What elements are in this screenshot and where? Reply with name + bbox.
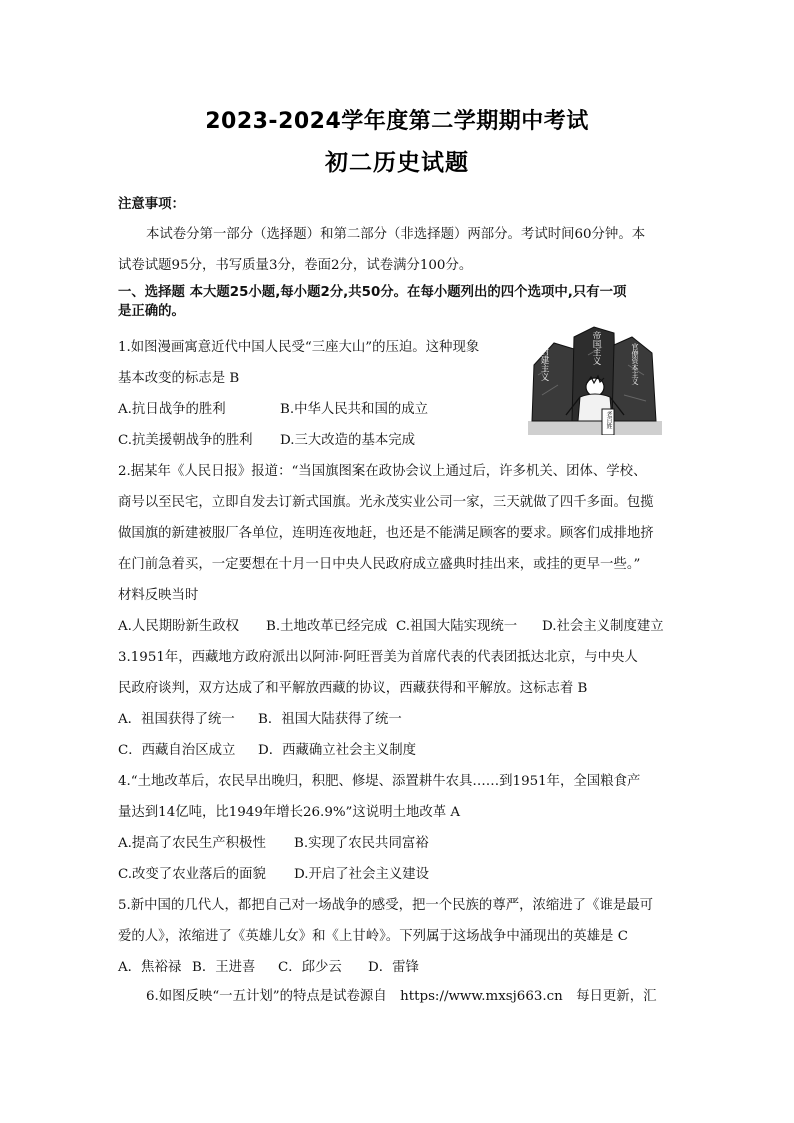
q3-option-d: D．西藏确立社会主义制度 — [258, 743, 417, 758]
cartoon-label-feudalism: 封建主义 — [539, 347, 549, 381]
q2-stem-line-2: 商号以至民宅，立即自发去订新式国旗。光永茂实业公司一家，三天就做了四千多面。包揽 — [118, 495, 654, 510]
q4-option-d: D.开启了社会主义建设 — [294, 867, 430, 882]
q3-options-row-1 — [118, 711, 402, 729]
q4-option-c: C.改变了农业落后的面貌 — [118, 867, 266, 882]
q1-options-row-1 — [118, 401, 428, 419]
q2-options-row — [118, 618, 664, 636]
section-1-heading: 一、选择题 本大题25小题,每小题2分,共50分。在每小题列出的四个选项中,只有一项 — [118, 285, 627, 300]
q5-stem-line-2: 爱的人》，浓缩进了《英雄儿女》和《上甘岭》。下列属于这场战争中涌现出的英雄是 C — [118, 929, 628, 944]
q2-stem-line-5: 材料反映当时 — [118, 588, 199, 603]
q5-stem-line-1: 5.新中国的几代人，都把自己对一场战争的感受，把一个民族的尊严，浓缩进了《谁是最可 — [118, 898, 654, 913]
q1-option-a: A.抗日战争的胜利 — [118, 402, 226, 417]
q5-option-d: D．雷锋 — [368, 960, 419, 975]
q2-stem-line-1: 2.据某年《人民日报》报道：“当国旗图案在政协会议上通过后，许多机关、团体、学校、 — [118, 464, 647, 479]
q1-stem-line-1: 1.如图漫画寓意近代中国人民受“三座大山”的压迫。这种现象 — [118, 340, 480, 355]
exam-subtitle: 初二历史试题 — [325, 150, 469, 176]
q4-stem-line-1: 4.“土地改革后，农民早出晚归，积肥、修堤、添置耕牛农具……到1951年，全国粮食产 — [118, 774, 641, 789]
q3-option-c: C．西藏自治区成立 — [118, 743, 236, 758]
q3-stem-line-2: 民政府谈判，双方达成了和平解放西藏的协议，西藏获得和平解放。这标志着 B — [118, 681, 588, 696]
q6-stem-line-1: 6.如图反映“一五计划”的特点是试卷源自 https://www.mxsj663.cn 每日更新，汇 — [146, 989, 657, 1004]
q2-option-b: B.土地改革已经完成 — [266, 619, 388, 634]
q5-option-a: A．焦裕禄 — [118, 960, 182, 975]
q2-option-a: A.人民期盼新生政权 — [118, 619, 240, 634]
q4-options-row-1 — [118, 835, 429, 853]
q1-stem-line-2: 基本改变的标志是 B — [118, 371, 240, 386]
notice-line-1: 本试卷分第一部分（选择题）和第二部分（非选择题）两部分。考试时间60分钟。本 — [146, 227, 646, 242]
q3-stem-line-1: 3.1951年，西藏地方政府派出以阿沛·阿旺晋美为首席代表的代表团抵达北京，与中央人 — [118, 650, 638, 665]
cartoon-label-imperialism: 帝国主义 — [591, 331, 601, 365]
q4-option-a: A.提高了农民生产积极性 — [118, 836, 266, 851]
section-1-heading-cont: 是正确的。 — [118, 304, 185, 319]
q5-option-c: C．邱少云 — [278, 960, 342, 975]
q3-options-row-2 — [118, 742, 416, 760]
notice-line-2: 试卷试题95分，书写质量3分，卷面2分，试卷满分100分。 — [118, 258, 473, 273]
q5-options-row — [118, 959, 419, 977]
q1-option-d: D.三大改造的基本完成 — [280, 433, 416, 448]
q3-option-a: A．祖国获得了统一 — [118, 712, 235, 727]
q4-option-b: B.实现了农民共同富裕 — [294, 836, 429, 851]
q1-option-b: B.中华人民共和国的成立 — [280, 402, 429, 417]
cartoon-label-bureaucratic-capitalism: 官僚资本主义 — [631, 343, 639, 385]
q1-options-row-2 — [118, 432, 415, 450]
q2-option-d: D.社会主义制度建立 — [542, 619, 664, 634]
q2-stem-line-3: 做国旗的新建被服厂各单位，连明连夜地赶，也还是不能满足顾客的要求。顾客们成排地挤 — [118, 526, 654, 541]
q2-option-c: C.祖国大陆实现统一 — [396, 619, 518, 634]
q4-stem-line-2: 量达到14亿吨，比1949年增长26.9%”这说明土地改革 A — [118, 805, 461, 820]
q2-stem-line-4: 在门前急着买，一定要想在十月一日中央人民政府成立盛典时挂出来，或挂的更早一些。” — [118, 557, 641, 572]
exam-title: 2023-2024学年度第二学期期中考试 — [205, 109, 589, 134]
q4-options-row-2 — [118, 866, 429, 884]
cartoon-label-common-people: 老百姓 — [605, 411, 612, 429]
notice-heading: 注意事项： — [118, 197, 185, 212]
q3-option-b: B．祖国大陆获得了统一 — [258, 712, 402, 727]
q5-option-b: B．王进喜 — [192, 960, 256, 975]
q1-option-c: C.抗美援朝战争的胜利 — [118, 433, 253, 448]
